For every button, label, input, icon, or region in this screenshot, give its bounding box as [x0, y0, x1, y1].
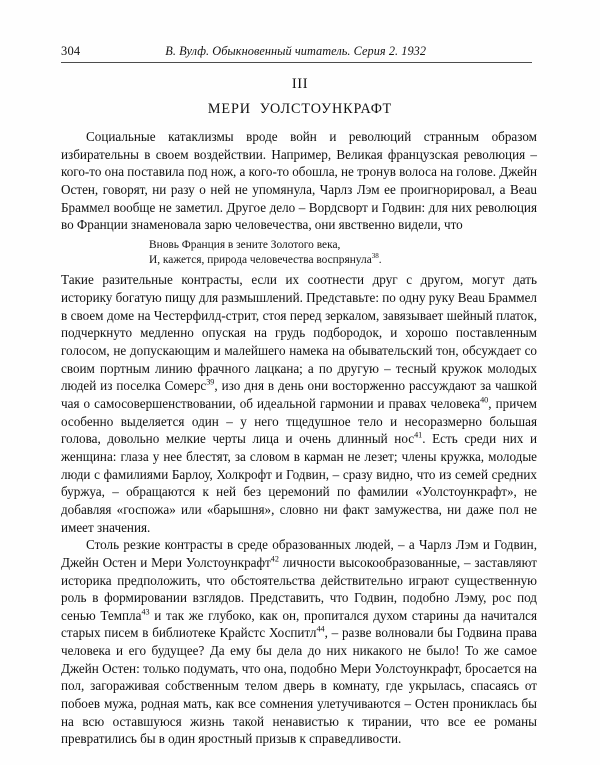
- verse-line-2-tail: .: [378, 254, 382, 267]
- paragraph-educated-people: [61, 536, 537, 748]
- paragraph-segment: , изо дня в день они восторженно рассуждают за чашкой чая о самосовершенствовании, об идеальной гармонии и правах человека: [61, 378, 537, 411]
- running-head: [61, 44, 533, 59]
- footnote-ref-43: 43: [141, 607, 150, 617]
- chapter-title: МЕРИ УОЛСТОУНКРАФТ: [207, 101, 393, 117]
- paragraph-segment: личности высокообразованные, – заставляют историка предположить, что обстоятельства действительно играют существенную роль в формировании взглядов. Представить, что Годвин, подобно Лэму, рос под сенью Темпла: [61, 554, 537, 623]
- paragraph-contrasts: [61, 271, 537, 536]
- paragraph-segment: Такие разительные контрасты, если их соотнести друг с другом, могут дать историку богатую пищу для размышлений. Представьте: по одну руку Beau Браммел в своем доме на Честерфилд-стрит, стоя перед зеркалом, завязывает шейный платок, подчеркнуто медленно опуская на грудь подбородок, и хорошо поставленным голосом, не допускающим и малейшего намека на обывательский тон, обсуждает со своим портным линию фрачного лацкана; а по другую – тесный кружок молодых людей из поселка Сомерс: [61, 272, 537, 394]
- paragraph-text: Социальные катаклизмы вроде войн и революций странным образом избирательны в своем воздействии. Например, Великая французская революция – кого-то она поставила под нож, а кого-то обошла, не тронув волоса на голове. Джейн Остен, говорят, ни разу о ней не упомянула, Чарлз Лэм ее проигнорировал, а Beau Браммел вообще не заметил. Другое дело – Вордсворт и Годвин: для них революция во Франции знаменовала зарю человечества, они явственно видели, что: [61, 129, 537, 233]
- verse-line-2-text: И, кажется, природа человечества воспрянула: [149, 254, 372, 267]
- footnote-ref-44: 44: [316, 625, 325, 635]
- footnote-ref-38: 38: [371, 252, 379, 261]
- paragraph-segment: , – разве волновали бы Годвина права человека и его будущее? Да ему бы дела до них никакого не было! То же самое Джейн Остен: только подумать, что она, подобно Мери Уолстоункрафт, бросается на пол, загораживая собственным телом дверь в комнату, где укрылась, спасаясь от побоев мужа, родная мать, как все сомнения улетучиваются – Остен прониклась бы на всю оставшуюся жизнь такой ненавистью к тирании, что все ее романы превратились бы в один яростный призыв к справедливости.: [61, 625, 537, 747]
- body-text: [61, 128, 537, 748]
- running-head-title: В. Вулф. Обыкновенный читатель. Серия 2. 1932: [165, 44, 427, 58]
- footnote-ref-39: 39: [206, 377, 215, 387]
- header-rule: [61, 62, 532, 63]
- paragraph-segment: . Есть среди них и женщина: глаза у нее блестят, за словом в карман не лезет; члены кружка, молодые люди с фамилиями Барлоу, Холкрофт и Годвин, – сразу видно, что из семей средних буржуа, – обращаются к ней без церемоний по фамилии «Уолстоункрафт», не добавляя «госпожа» или «барышня», словно ни факт замужества, ни даже пол не имеет значения.: [61, 431, 537, 535]
- footnote-ref-40: 40: [480, 395, 489, 405]
- verse-line-2: [149, 253, 537, 268]
- paragraph-segment: Столь резкие контрасты в среде образованных людей, – а Чарлз Лэм и Годвин, Джейн Остен и Мери Уолстоункрафт: [61, 537, 537, 570]
- verse-quote: [61, 238, 537, 268]
- footnote-ref-42: 42: [270, 554, 279, 564]
- paragraph-opening: [61, 128, 537, 234]
- verse-line-1: Вновь Франция в зените Золотого века,: [149, 238, 341, 251]
- footnote-ref-41: 41: [414, 430, 423, 440]
- paragraph-segment: , причем особенно выделяется один – у него тщедушное тело и несоразмерно большая голова, довольно мелкие черты лица и очень длинный нос: [61, 395, 537, 447]
- section-number: III: [291, 76, 309, 92]
- page-number: 304: [61, 44, 81, 58]
- paragraph-segment: и так же глубоко, как он, пропитался духом старины да начитался старых писем в библиотеке Крайстс Хоспитл: [61, 607, 537, 641]
